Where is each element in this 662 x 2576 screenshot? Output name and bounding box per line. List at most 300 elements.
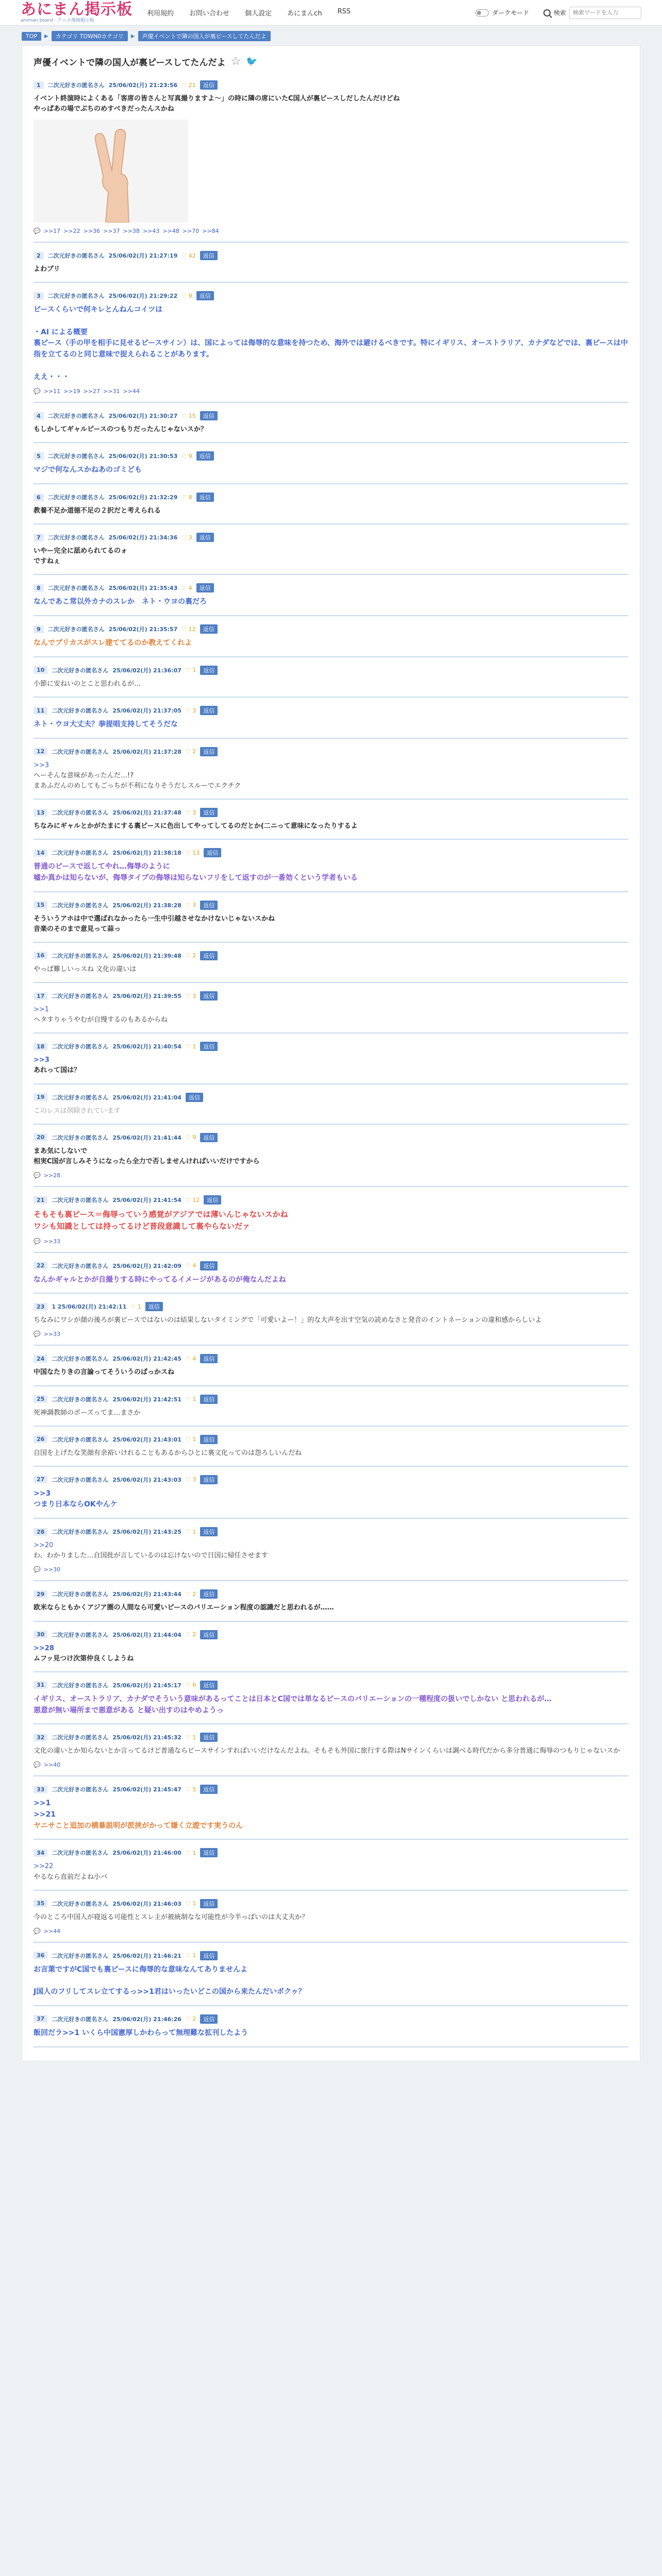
reply-ref-link[interactable]: >>43 [142, 228, 160, 235]
post-header [34, 1848, 628, 1857]
post-item [34, 488, 628, 524]
reply-ref-link[interactable]: >>33 [43, 1331, 61, 1338]
comment-icon: 💬 [34, 1566, 41, 1573]
like-count[interactable]: ♡ 1 [185, 1436, 196, 1443]
reply-button[interactable]: 返信 [200, 1527, 218, 1536]
post-header [34, 533, 628, 542]
reply-button[interactable]: 返信 [200, 251, 218, 260]
post-text-line: ムフッ見つけ次第仲良くしようね [34, 1654, 134, 1663]
like-count[interactable]: ♡ 1 [185, 1396, 196, 1402]
like-count[interactable]: ♡ 1 [185, 1734, 196, 1741]
like-count[interactable]: ♡ 3 [185, 902, 196, 909]
like-count[interactable]: ♡ 2 [185, 1631, 196, 1638]
post-text-line: へーそんな意味があったんだ…!? [34, 771, 134, 779]
post-body [34, 94, 628, 114]
reply-ref-link[interactable]: >>36 [83, 228, 101, 235]
reply-anchor[interactable]: >>1 [34, 1799, 51, 1808]
reply-button[interactable]: 返信 [196, 493, 214, 502]
post-date: 25/06/02(月) 21:36:07 [112, 667, 181, 674]
post-item [34, 1523, 628, 1581]
post-text-line: やっぱあの場でぶちのめすべきだったんスかね [34, 105, 174, 113]
post-date: 25/06/02(月) 21:35:43 [108, 585, 178, 592]
post-number[interactable]: 11 [34, 707, 47, 715]
breadcrumb-category[interactable]: カテゴリ TOWN0カテゴリ [52, 31, 128, 41]
post-date: 25/06/02(月) 21:32:29 [108, 494, 178, 501]
post-item [34, 1089, 628, 1125]
post-text-line: 普通のピースで返してやれ…侮辱のように [34, 862, 170, 871]
like-count[interactable]: ♡ 3 [185, 992, 196, 999]
like-count[interactable]: ♡ 8 [181, 494, 192, 501]
chevron-right-icon: ▶ [130, 33, 135, 39]
reply-ref-link[interactable]: >>33 [43, 1238, 61, 1245]
reply-button[interactable]: 返信 [200, 1395, 218, 1404]
post-date: 25/06/02(月) 21:45:32 [112, 1734, 181, 1741]
search-icon[interactable] [543, 9, 551, 16]
reply-button[interactable]: 返信 [204, 1195, 221, 1205]
post-body [34, 1367, 628, 1378]
star-icon[interactable]: ☆ [230, 55, 241, 68]
post-header [34, 1302, 628, 1311]
post-number[interactable]: 13 [34, 809, 47, 817]
poster-name: 二次元好きの匿名さん [47, 534, 105, 541]
post-text-line: 教養不足か道徳不足の２択だと考えられる [34, 507, 161, 515]
like-count[interactable]: ♡ 42 [181, 252, 196, 259]
post-item [34, 1676, 628, 1724]
reply-button[interactable]: 返信 [200, 901, 218, 910]
like-count[interactable]: ♡ 2 [185, 2015, 196, 2023]
poster-name: 二次元好きの匿名さん [47, 453, 105, 460]
post-item [34, 1257, 628, 1294]
post-header [34, 808, 628, 817]
reply-button[interactable]: 返信 [200, 1042, 218, 1051]
post-item [34, 1350, 628, 1386]
post-number[interactable]: 10 [34, 666, 47, 674]
post-text-line: ヘタすりゃうやむが自慢するのもあるからね [34, 1016, 168, 1024]
post-date: 25/06/02(月) 21:38:28 [112, 902, 181, 909]
post-number[interactable]: 35 [34, 1900, 47, 1907]
post-date: 25/06/02(月) 21:37:48 [112, 809, 181, 817]
post-header [34, 1261, 628, 1270]
like-count[interactable]: ♡ 9 [185, 1134, 196, 1141]
nav-contact[interactable]: お問い合わせ [189, 10, 230, 18]
post-body [34, 760, 628, 791]
like-count[interactable]: ♡ 2 [185, 952, 196, 959]
post-item [34, 1895, 628, 1943]
reply-refs [34, 228, 628, 234]
post-body [34, 964, 628, 975]
reply-button[interactable]: 返信 [200, 1133, 218, 1142]
post-text-line: 自国を上げたな笑顔有余裕いけれることもあるからひとに裏文化ってのは怨ろしいんだね [34, 1449, 302, 1457]
nav-rss[interactable]: RSS [337, 8, 351, 15]
post-item [34, 2010, 628, 2047]
like-count[interactable]: ♡ 1 [185, 1043, 196, 1050]
post-header [34, 451, 628, 461]
post-body [34, 264, 628, 275]
like-count[interactable]: ♡ 1 [130, 1303, 141, 1310]
post-number[interactable]: 27 [34, 1476, 47, 1483]
reply-ref-link[interactable]: >>28 [43, 1172, 61, 1179]
post-text-line: 飯回だラ>>1 いくら中国憲厚しかわらって無理難な拡刊したよう [34, 2028, 249, 2037]
reply-ref-link[interactable]: >>30 [43, 1566, 61, 1573]
post-date: 25/06/02(月) 21:43:03 [112, 1476, 181, 1483]
reply-button[interactable]: 返信 [200, 1848, 218, 1857]
reply-ref-link[interactable]: >>70 [182, 228, 200, 235]
reply-button[interactable]: 返信 [200, 2014, 218, 2024]
post-header [34, 2014, 628, 2024]
post-number[interactable]: 21 [34, 1196, 47, 1204]
post-number[interactable]: 32 [34, 1734, 47, 1741]
post-number[interactable]: 33 [34, 1786, 47, 1793]
post-header [34, 747, 628, 756]
reply-anchor[interactable]: >>21 [34, 1810, 56, 1819]
like-count[interactable]: ♡ 12 [181, 625, 196, 633]
poster-name: 二次元好きの匿名さん [47, 293, 105, 300]
post-number[interactable]: 15 [34, 901, 47, 909]
post-number[interactable]: 1 [34, 81, 44, 89]
post-item [34, 1728, 628, 1776]
post-text-line: よわブリ [34, 265, 60, 274]
poster-name: 二次元好きの匿名さん [52, 850, 109, 857]
post-number[interactable]: 23 [34, 1303, 47, 1311]
post-body [34, 1488, 628, 1511]
like-count[interactable]: ♡ 1 [185, 667, 196, 674]
like-count[interactable]: ♡ 4 [181, 584, 192, 591]
post-item [34, 1129, 628, 1187]
reply-anchor[interactable]: >>28 [34, 1644, 54, 1652]
post-body [34, 1798, 628, 1832]
post-number[interactable]: 4 [34, 412, 44, 420]
post-text-line: ネト・ウヨ大丈夫？拳提唱支持してそうだな [34, 720, 178, 728]
like-count[interactable]: ♡ 1 [185, 1849, 196, 1856]
comment-icon: 💬 [34, 228, 41, 235]
like-count[interactable]: ♡ 6 [185, 1682, 196, 1689]
reply-button[interactable]: 返信 [200, 1261, 218, 1270]
post-item [34, 620, 628, 657]
post-number[interactable]: 26 [34, 1435, 47, 1443]
reply-anchor[interactable]: >>3 [34, 761, 49, 769]
post-header [34, 1681, 628, 1690]
post-number[interactable]: 30 [34, 1631, 47, 1638]
post-body [34, 1005, 628, 1025]
post-text-line: やるなら直前だよね小バ [34, 1873, 108, 1881]
reply-button[interactable]: 返信 [200, 747, 218, 756]
like-count[interactable]: ♡ 3 [181, 534, 192, 541]
like-count[interactable]: ♡ 9 [181, 292, 192, 299]
post-text-line: なんであこ常以外カナのスレか ネト・ウヨの裏だろ [34, 598, 207, 606]
reply-button[interactable]: 返信 [200, 411, 218, 420]
poster-name: 二次元好きの匿名さん [52, 1682, 109, 1689]
post-item [34, 287, 628, 403]
like-count[interactable]: ♡ 5 [185, 1786, 196, 1793]
post-body [34, 304, 628, 383]
poster-name: 二次元好きの匿名さん [52, 1396, 109, 1403]
post-text-line: ・AI による概要 [34, 328, 88, 336]
reply-refs [34, 1331, 628, 1337]
reply-button[interactable]: 返信 [200, 1899, 218, 1908]
post-number[interactable]: 31 [34, 1681, 47, 1689]
like-count[interactable]: ♡ 1 [185, 1528, 196, 1535]
poster-name: 二次元好きの匿名さん [52, 1134, 109, 1141]
reply-button[interactable]: 返信 [200, 808, 218, 817]
post-list [34, 76, 628, 2047]
reply-ref-link[interactable]: >>22 [63, 228, 80, 235]
darkmode-toggle[interactable] [475, 8, 529, 17]
like-count[interactable]: ♡ 4 [185, 1262, 196, 1269]
twitter-icon[interactable]: 🐦 [246, 56, 258, 67]
post-number[interactable]: 19 [34, 1093, 47, 1101]
post-date: 25/06/02(月) 21:38:18 [112, 850, 181, 857]
reply-ref-link[interactable]: >>38 [123, 228, 140, 235]
reply-button[interactable]: 返信 [145, 1302, 163, 1311]
poster-name: 二次元好きの匿名さん [47, 413, 105, 420]
reply-ref-link[interactable]: >>19 [63, 388, 80, 395]
site-logo[interactable] [21, 2, 133, 23]
post-number[interactable]: 37 [34, 2015, 47, 2023]
reply-button[interactable]: 返信 [200, 1733, 218, 1742]
post-text-line: なんかギャルとかが自撮りする時にやってるイメージがあるのが俺なんだよね [34, 1275, 286, 1284]
reply-button[interactable]: 返信 [196, 583, 214, 592]
reply-button[interactable]: 返信 [200, 1630, 218, 1639]
reply-button[interactable]: 返信 [200, 1681, 218, 1690]
like-count[interactable]: ♡ 2 [185, 748, 196, 755]
post-header [34, 1354, 628, 1363]
post-number[interactable]: 3 [34, 292, 44, 300]
reply-ref-link[interactable]: >>11 [43, 388, 61, 395]
post-item [34, 1947, 628, 2006]
post-header [34, 991, 628, 1001]
post-number[interactable]: 14 [34, 849, 47, 857]
post-text-line: つまり日本ならOKやんケ [34, 1500, 118, 1509]
post-item [34, 896, 628, 943]
reply-button[interactable]: 返信 [200, 951, 218, 960]
post-body [34, 1146, 628, 1167]
post-header [34, 291, 628, 300]
like-count[interactable]: ♡ 3 [185, 707, 196, 714]
reply-button[interactable]: 返信 [196, 291, 214, 300]
reply-button[interactable]: 返信 [200, 666, 218, 675]
post-item [34, 247, 628, 283]
post-text-line: お言葉ですがC国でも裏ピースに侮辱的な意味なんてありませんよ [34, 1965, 248, 1974]
poster-name: 二次元好きの匿名さん [52, 993, 109, 1000]
nav-animanch[interactable]: あにまんch [287, 10, 322, 18]
like-count[interactable]: ♡ 3 [185, 1476, 196, 1483]
poster-name: 二次元好きの匿名さん [52, 1529, 109, 1536]
like-count[interactable]: ♡ 13 [185, 849, 200, 856]
reply-button[interactable]: 返信 [200, 1951, 218, 1960]
poster-name: 二次元好きの匿名さん [52, 1197, 109, 1204]
reply-anchor[interactable]: >>3 [34, 1056, 49, 1064]
post-date: 25/06/02(月) 21:46:26 [112, 2015, 181, 2023]
post-number[interactable]: 29 [34, 1590, 47, 1598]
like-count[interactable]: ♡ 1 [185, 1952, 196, 1959]
post-item [34, 1471, 628, 1519]
poster-name: 二次元好きの匿名さん [52, 902, 109, 909]
post-header [34, 1527, 628, 1536]
reply-button[interactable]: 返信 [196, 533, 214, 542]
post-number[interactable]: 22 [34, 1262, 47, 1269]
nav-settings[interactable]: 個人設定 [245, 10, 272, 18]
post-number[interactable]: 9 [34, 625, 44, 633]
post-body [34, 638, 628, 649]
post-date: 25/06/02(月) 21:34:36 [108, 534, 178, 541]
reply-anchor[interactable]: >>20 [34, 1541, 54, 1550]
comment-icon: 💬 [34, 1238, 41, 1245]
poster-name: 二次元好きの匿名さん [52, 1734, 109, 1741]
reply-button[interactable]: 返信 [200, 1475, 218, 1484]
post-body [34, 1964, 628, 1998]
reply-button[interactable]: 返信 [196, 451, 214, 461]
post-text-line: 欧米ならともかくアジア圏の人間なら可愛いピースのバリエーション程度の認識だと思われるが…… [34, 1604, 334, 1612]
post-text-line: 文化の違いとか知らないとか言ってるけど普通ならピースサインすればいいだけなんだよね。そもそも外国に旅行する際はNサインくらいは調べる時代だから多分普通に侮辱のつもりじゃないスか [34, 1747, 620, 1755]
reply-button[interactable]: 返信 [200, 1354, 218, 1363]
reply-ref-link[interactable]: >>44 [123, 388, 140, 395]
reply-button[interactable]: 返信 [200, 1435, 218, 1444]
reply-anchor[interactable]: >>3 [34, 1489, 51, 1498]
search-input[interactable] [569, 7, 641, 19]
post-date: 25/06/02(月) 21:42:51 [112, 1396, 181, 1403]
poster-name: 二次元好きの匿名さん [47, 82, 105, 89]
breadcrumb-thread[interactable]: 声優イベントで隣の国人が裏ピースしてたんだよ [138, 31, 271, 41]
post-number[interactable]: 28 [34, 1528, 47, 1536]
post-item [34, 804, 628, 840]
post-date: 25/06/02(月) 21:29:22 [108, 293, 178, 300]
reply-ref-link[interactable]: >>37 [103, 228, 120, 235]
reply-button[interactable]: 返信 [204, 848, 221, 857]
poster-name: 二次元好きの匿名さん [52, 1043, 109, 1050]
post-number[interactable]: 12 [34, 748, 47, 755]
post-date: 25/06/02(月) 21:45:47 [112, 1786, 181, 1793]
reply-button[interactable]: 返信 [200, 1589, 218, 1599]
post-number[interactable]: 36 [34, 1952, 47, 1959]
poster-name: 1 25/06/02(月) 21:42:11 [52, 1303, 127, 1311]
poster-name: 二次元好きの匿名さん [52, 1850, 109, 1857]
post-date: 25/06/02(月) 21:41:04 [112, 1094, 181, 1101]
post-number[interactable]: 34 [34, 1849, 47, 1857]
post-number[interactable]: 5 [34, 452, 44, 460]
post-number[interactable]: 24 [34, 1355, 47, 1363]
post-item [34, 407, 628, 443]
post-body [34, 679, 628, 689]
reply-refs [34, 1761, 628, 1768]
thread-title-bar [34, 55, 628, 68]
post-body [34, 1106, 628, 1116]
post-text-line: そもそも裏ピース＝侮辱っていう感覚がアジアでは薄いんじゃないスかね [34, 1210, 288, 1219]
post-number[interactable]: 20 [34, 1133, 47, 1141]
post-body [34, 1861, 628, 1882]
post-header [34, 1093, 628, 1102]
post-item [34, 743, 628, 800]
like-count[interactable]: ♡ 4 [185, 1355, 196, 1362]
like-count[interactable]: ♡ 2 [185, 1590, 196, 1598]
poster-name: 二次元好きの匿名さん [52, 1900, 109, 1907]
reply-anchor[interactable]: >>1 [34, 1006, 49, 1014]
post-item [34, 702, 628, 739]
reply-button[interactable]: 返信 [200, 706, 218, 715]
post-header [34, 1951, 628, 1960]
reply-button[interactable]: 返信 [200, 624, 218, 634]
post-body [34, 1408, 628, 1418]
poster-name: 二次元好きの匿名さん [52, 1436, 109, 1443]
post-body [34, 1746, 628, 1756]
post-body [34, 1540, 628, 1561]
post-item [34, 844, 628, 892]
post-number[interactable]: 18 [34, 1043, 47, 1050]
like-count[interactable]: ♡ 21 [181, 81, 196, 89]
nav-terms[interactable]: 利用規約 [147, 10, 174, 18]
reply-ref-link[interactable]: >>31 [103, 388, 120, 395]
like-count[interactable]: ♡ 1 [185, 1900, 196, 1907]
post-date: 25/06/02(月) 21:43:01 [112, 1436, 181, 1443]
post-text-line: 裏ピース（手の甲を相手に見せるピースサイン）は、国によっては侮辱的な意味を持つため、海外では避けるべきです。特にイギリス、オーストラリア、カナダなどでは、裏ピースは中指を立てるのと同じ意味で捉えられることがあります。 [34, 339, 628, 359]
like-count[interactable]: ♡ 15 [181, 412, 196, 419]
post-text-line: ピースくらいで何キレとんねんコイツは [34, 306, 163, 314]
darkmode-label: ダークモード [492, 9, 529, 16]
toggle-switch-icon[interactable] [475, 9, 489, 16]
reply-ref-link[interactable]: >>48 [162, 228, 179, 235]
reply-button[interactable]: 返信 [200, 80, 218, 90]
post-text-line: そういうアホは中で選ばれなかったら一生中引越させなかけないじゃないスかね [34, 914, 275, 923]
poster-name: 二次元好きの匿名さん [52, 707, 109, 714]
post-number[interactable]: 7 [34, 534, 44, 541]
reply-button[interactable]: 返信 [200, 991, 218, 1001]
reply-button[interactable]: 返信 [200, 1785, 218, 1794]
reply-ref-link[interactable]: >>17 [43, 228, 61, 235]
post-item [34, 987, 628, 1033]
post-text-line: なんでブリカスがスレ建ててるのか教えてくれよ [34, 639, 192, 648]
reply-ref-link[interactable]: >>84 [202, 228, 219, 235]
post-date: 25/06/02(月) 21:40:54 [112, 1043, 181, 1050]
poster-name: 二次元好きの匿名さん [52, 748, 109, 755]
post-number[interactable]: 6 [34, 494, 44, 501]
post-body [34, 1275, 628, 1286]
breadcrumb [22, 31, 640, 41]
post-header [34, 706, 628, 715]
reply-ref-link[interactable]: >>44 [43, 1927, 61, 1935]
breadcrumb-top[interactable]: TOP [22, 32, 41, 41]
page-title: 声優イベントで隣の国人が裏ピースしてたんだよ [34, 58, 226, 68]
post-date: 25/06/02(月) 21:46:21 [112, 1952, 181, 1959]
post-body [34, 914, 628, 935]
post-item [34, 1391, 628, 1427]
post-image[interactable] [34, 120, 188, 223]
post-body [34, 1694, 628, 1716]
post-header [34, 251, 628, 260]
like-count[interactable]: ♡ 12 [185, 1196, 200, 1204]
post-item [34, 579, 628, 616]
chevron-right-icon: ▶ [44, 33, 48, 39]
reply-ref-link[interactable]: >>40 [43, 1761, 61, 1769]
reply-anchor[interactable]: >>22 [34, 1862, 54, 1871]
post-text-line: 嘘か真かは知らないが、侮辱タイプの侮辱は知らないフリをして返すのが一番効くという学者もいる [34, 873, 358, 882]
logo-subtext: animan board · アニメ漫画掲示板 [21, 18, 94, 23]
post-text-line: やっぱ難しいっスね 文化の違いは [34, 965, 137, 973]
reply-ref-link[interactable]: >>27 [83, 388, 101, 395]
reply-button[interactable]: 返信 [186, 1093, 203, 1102]
poster-name: 二次元好きの匿名さん [52, 667, 109, 674]
like-count[interactable]: ♡ 9 [181, 452, 192, 460]
post-number[interactable]: 2 [34, 252, 44, 260]
post-number[interactable]: 25 [34, 1395, 47, 1403]
post-number[interactable]: 16 [34, 952, 47, 959]
post-text-line: イギリス、オーストラリア、カナダでそういう意味があるってことは日本とC国では単なるピースのバリエーションの一種程度の扱いでしかない と思われるが… [34, 1694, 552, 1703]
post-text-line: ええ・・・ [34, 372, 70, 381]
post-number[interactable]: 17 [34, 992, 47, 1000]
post-number[interactable]: 8 [34, 584, 44, 592]
post-header [34, 411, 628, 420]
header-nav [147, 8, 461, 18]
like-count[interactable]: ♡ 3 [185, 809, 196, 816]
post-date: 25/06/02(月) 21:43:25 [112, 1529, 181, 1536]
